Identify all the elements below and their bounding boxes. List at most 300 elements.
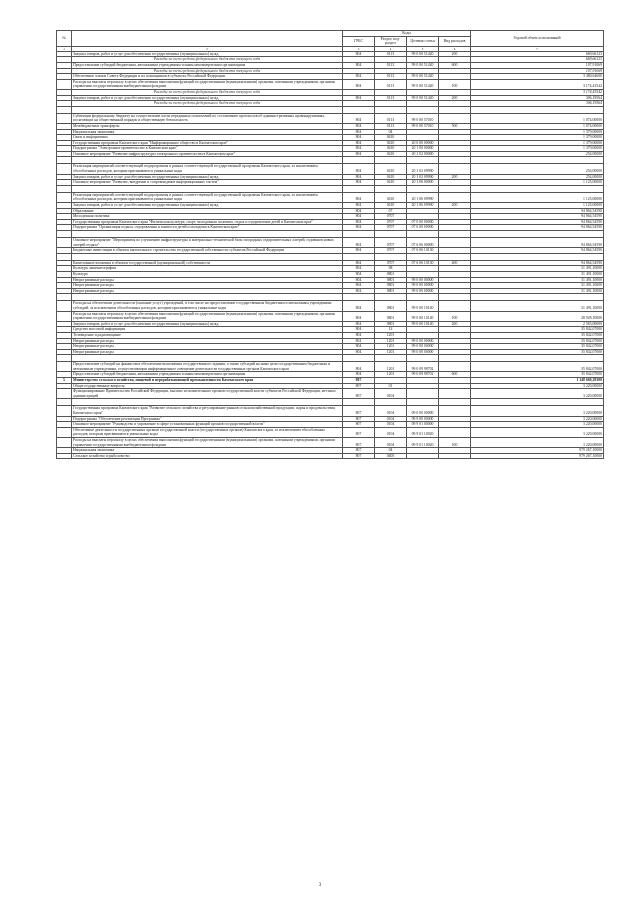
cell-sum: 3 220,00000 [471,416,604,422]
header-name [72,31,343,47]
cell-sum [471,157,604,164]
cell-grbs: 807 [343,389,375,399]
cell-sum: 94 864,54590 [471,260,604,266]
cell-rz: 0801 [375,288,407,294]
cell-grbs: 804 [343,79,375,89]
budget-sheet [56,30,604,459]
cell-rz: 0801 [375,311,407,321]
cell-grbs: 804 [343,113,375,123]
cell-vr [439,238,471,248]
cell-num [57,253,72,260]
cell-vr: 600 [439,372,471,378]
cell-cs: 20 0 00 00000 [407,140,439,146]
cell-sum [471,253,604,260]
cell-grbs: 804 [343,260,375,266]
cell-name: Непрограммные расходы [72,344,343,350]
cell-cs: 20 1 02 09990 [407,174,439,180]
cell-name: Расходы на обеспечение деятельности (оказание услуг) учреждений, в том числе на предоставление государственным бюджетным и автономным учреждениям субсидий, за исключением обособленных расходов, которым присваиваются уникальные коды [72,301,343,311]
cell-vr [439,164,471,174]
cell-name: Закупка товаров, работ и услуг для обеспечения государственных (муниципальных) нужд [72,174,343,180]
cell-cs [407,157,439,164]
cell-vr: 100 [439,438,471,448]
table-row [57,192,604,202]
cell-cs: 99 0 00 00000 [407,344,439,350]
cell-name: Непрограммные расходы [72,277,343,283]
cell-sum: 254,00000 [471,164,604,174]
cell-name: Субвенции федеральному бюджету на осуществление части переданных полномочий по составлению протоколов об административных правонарушениях, посягающих на общественный порядок и общественную безопасность [72,113,343,123]
cell-vr: 500 [439,123,471,129]
cell-sum: 107,91069 [471,68,604,74]
table-row [57,311,604,321]
cell-sum: 31 491,10000 [471,271,604,277]
cell-grbs: 804 [343,225,375,231]
cell-vr [439,362,471,372]
cell-cs: 99 0 00 51420 [407,62,439,68]
cell-sum: 94 864,54590 [471,225,604,231]
cell-rz: 08 [375,266,407,272]
cell-vr: 200 [439,203,471,209]
cell-rz: 0113 [375,62,407,68]
cell-cs: 99 0 00 51420 [407,74,439,80]
cell-sum: 1 379,00000 [471,140,604,146]
cell-rz: 0707 [375,238,407,248]
cell-num [57,399,72,406]
cell-grbs [343,157,375,164]
table-row [57,438,604,448]
cell-name [72,294,343,301]
cell-name: Функционирование Правительства Российской Федерации, высших исполнительных органов государственной власти субъектов Российской Федерации, местных администраций [72,389,343,399]
header-vr: Вид расходов [439,36,471,46]
cell-grbs: 804 [343,140,375,146]
cell-sum: 1 074,00000 [471,113,604,123]
cell-grbs: 804 [343,288,375,294]
cell-grbs: 807 [343,448,375,454]
cell-name: Реализация мероприятий соответствующей подпрограммы в рамках соответствующей государственной программы Камчатского края, за исключением обособленных расходов, которым присваиваются уникальные коды [72,192,343,202]
cell-name: Закупка товаров, работ и услуг для обеспечения государственных (муниципальных) нужд [72,203,343,209]
cell-cs [407,399,439,406]
cell-rz [375,399,407,406]
cell-name: Образование [72,208,343,214]
cell-num [57,406,72,416]
cell-num [57,231,72,238]
cell-sum: 2 563,00000 [471,321,604,327]
cell-name: Национальная экономика [72,448,343,454]
cell-cs: 07 6 06 10130 [407,260,439,266]
cell-name: Национальная экономика [72,129,343,135]
table-row [57,453,604,459]
cell-cs: 99 0 00 57010 [407,113,439,123]
cell-grbs: 804 [343,151,375,157]
cell-name: Подпрограмма "Электронное правительство в Камчатском крае" [72,146,343,152]
cell-sum: 306,19564 [471,95,604,101]
cell-rz: 0707 [375,248,407,254]
cell-sum: 31 491,10000 [471,266,604,272]
cell-name: Расходы за счет средств федерального бюджета текущего года [72,68,343,74]
cell-rz: 0410 [375,174,407,180]
cell-rz: 0410 [375,203,407,209]
cell-name: Предоставление субсидий бюджетным, автономным учреждениям и иным некоммерческим организациям [72,62,343,68]
cell-name: Основное мероприятие "Развитие инфраструктуры электронного правительства в Камчатском крае" [72,151,343,157]
header-idx: 1 [57,46,72,51]
cell-rz [375,355,407,362]
cell-grbs [343,294,375,301]
header-row-codes [57,31,604,37]
cell-name: Связь и информатика [72,135,343,141]
cell-grbs: 807 [343,453,375,459]
cell-sum: 94 864,54590 [471,238,604,248]
cell-grbs: 804 [343,338,375,344]
cell-grbs: 804 [343,283,375,289]
cell-sum: 1 148 669,28300 [471,378,604,384]
cell-num [57,113,72,123]
cell-sum: 3 220,00000 [471,438,604,448]
cell-name: Министерство сельского хозяйства, пищевой и перерабатывающей промышленности Камчатского края [72,378,343,384]
cell-name: Подпрограмма "Организация отдыха, оздоровления и занятости детей и молодежи в Камчатском крае" [72,225,343,231]
cell-name: Обеспечение деятельности государственных органов государственной власти (государственных органов) Камчатского края, за исключением обособленных расходов, которым присваиваются уникальные коды [72,427,343,437]
cell-cs: 09 9 01 10020 [407,427,439,437]
cell-rz: 0707 [375,214,407,220]
cell-num [57,79,72,89]
cell-rz: 1201 [375,362,407,372]
cell-sum: 1 074,00000 [471,123,604,129]
cell-name [72,253,343,260]
cell-grbs: 804 [343,327,375,333]
cell-num [57,438,72,448]
cell-rz [375,157,407,164]
cell-sum: 1 379,00000 [471,146,604,152]
header-idx: 7 [471,46,604,51]
cell-grbs: 804 [343,362,375,372]
cell-sum: 94 864,54590 [471,248,604,254]
cell-grbs: 804 [343,164,375,174]
cell-rz: 0410 [375,180,407,186]
cell-grbs [343,399,375,406]
cell-name: Расходы за счет средств федерального бюджета текущего года [72,101,343,107]
header-idx: 4 [375,46,407,51]
cell-sum: 31 491,10000 [471,288,604,294]
cell-num [57,301,72,311]
cell-rz: 0801 [375,277,407,283]
cell-sum [471,106,604,113]
cell-num [57,185,72,192]
cell-vr [439,453,471,459]
cell-num [57,294,72,301]
table-row [57,113,604,123]
cell-cs: 20 1 02 09990 [407,164,439,174]
cell-cs: 99 0 00 00000 [407,349,439,355]
cell-cs [407,453,439,459]
cell-sum: 3 480,64600 [471,74,604,80]
cell-cs [407,231,439,238]
header-num: № [57,31,72,47]
cell-name: Капитальные вложения в объекты государственной (муниципальной) собственности [72,260,343,266]
cell-sum: 1 379,00000 [471,129,604,135]
cell-cs: 07 6 00 00000 [407,225,439,231]
header-idx: 5 [407,46,439,51]
cell-sum: 254,00000 [471,151,604,157]
cell-grbs: 804 [343,146,375,152]
cell-name: Средства массовой информации [72,327,343,333]
cell-sum: 1 125,00000 [471,203,604,209]
cell-vr: 200 [439,321,471,327]
cell-name: Сельское хозяйство и рыболовство [72,453,343,459]
header-idx: 2 [72,46,343,51]
cell-name: Основное мероприятие "Развитие, внедрение и сопровождение информационных систем" [72,180,343,186]
cell-cs: 20 1 06 00000 [407,180,439,186]
cell-cs [407,355,439,362]
cell-grbs: 807 [343,406,375,416]
cell-rz [375,231,407,238]
cell-name: Культура, кинематография [72,266,343,272]
cell-grbs: 804 [343,219,375,225]
cell-num [57,453,72,459]
cell-rz: 0801 [375,321,407,327]
cell-sum: 31 491,10000 [471,283,604,289]
header-idx: 3 [343,46,375,51]
cell-cs: 99 0 00 51420 [407,95,439,101]
cell-sum: 3 220,00000 [471,389,604,399]
cell-name: Основное мероприятие "Руководство и управление в сфере установленных функций органов государственной власти" [72,422,343,428]
cell-grbs: 804 [343,277,375,283]
cell-sum [471,185,604,192]
cell-rz: 01 [375,383,407,389]
cell-vr [439,253,471,260]
cell-vr [439,231,471,238]
table-row [57,231,604,238]
cell-vr [439,389,471,399]
cell-sum: 107,91069 [471,62,604,68]
cell-vr [439,427,471,437]
cell-sum: 35 842,07000 [471,372,604,378]
cell-name: Предоставление субсидий на финансовое обеспечение выполнения государственного задания, а также субсидий на иные цели государственным бюджетным и автономным учреждениям, осуществляющим информационное освещение деятельности государственных органов Камчатского края [72,362,343,372]
cell-num [57,362,72,372]
cell-vr: 400 [439,260,471,266]
cell-name: Реализация мероприятий соответствующей подпрограммы в рамках соответствующей государственной программы Камчатского края, за исключением обособленных расходов, которым присваиваются уникальные коды [72,164,343,174]
cell-name [72,399,343,406]
cell-cs: 07 0 00 00000 [407,219,439,225]
cell-cs: 99 0 09 98702 [407,372,439,378]
table-row [57,157,604,164]
cell-sum: 669,66123 [471,51,604,57]
cell-grbs: 804 [343,271,375,277]
cell-sum: 28 928,10000 [471,311,604,321]
cell-rz: 0410 [375,135,407,141]
cell-cs: 09 9 01 10020 [407,438,439,448]
cell-name: Непрограммные расходы [72,338,343,344]
cell-rz: 0410 [375,146,407,152]
cell-name: Закупка товаров, работ и услуг для обеспечения государственных (муниципальных) нужд [72,95,343,101]
cell-sum: 3 220,00000 [471,383,604,389]
cell-num [57,106,72,113]
cell-rz: 1201 [375,344,407,350]
cell-cs [407,106,439,113]
cell-sum: 1 125,00000 [471,180,604,186]
cell-name: Общегосударственные вопросы [72,383,343,389]
header-codes: Коды [343,31,471,37]
cell-num: 5 [57,378,72,384]
table-row [57,253,604,260]
cell-num [57,157,72,164]
cell-sum: 94 864,54590 [471,214,604,220]
cell-cs [407,185,439,192]
cell-name: Расходы на выплаты персоналу в целях обеспечения выполнения функций государственными (муниципальными) органами, казенными учреждениями, органами управления государственными внебюджетными фондами [72,311,343,321]
cell-sum: 3 174,43542 [471,89,604,95]
cell-name [72,106,343,113]
cell-grbs: 804 [343,135,375,141]
cell-rz: 0113 [375,95,407,101]
cell-sum [471,294,604,301]
header-cs: Целевая статья [407,36,439,46]
cell-rz: 0707 [375,219,407,225]
cell-vr [439,192,471,202]
cell-rz: 12 [375,327,407,333]
cell-grbs: 804 [343,129,375,135]
cell-cs: 09 9 01 00000 [407,422,439,428]
cell-cs: 99 0 00 00000 [407,277,439,283]
cell-name: Бюджетные инвестиции в объекты капитального строительства государственной собственности субъектов Российской Федерации [72,248,343,254]
cell-grbs: 804 [343,301,375,311]
cell-vr: 200 [439,51,471,57]
cell-cs: 99 0 00 10140 [407,321,439,327]
cell-grbs: 804 [343,123,375,129]
cell-grbs: 804 [343,344,375,350]
cell-cs: 99 0 00 00000 [407,288,439,294]
cell-rz: 0104 [375,389,407,399]
cell-name: Расходы за счет средств федерального бюджета текущего года [72,89,343,95]
cell-grbs: 807 [343,438,375,448]
cell-vr [439,113,471,123]
cell-rz: 0104 [375,416,407,422]
cell-name [72,157,343,164]
cell-sum [471,355,604,362]
cell-grbs: 807 [343,427,375,437]
cell-sum: 31 491,10000 [471,277,604,283]
cell-rz [375,106,407,113]
cell-grbs: 804 [343,214,375,220]
cell-sum: 31 491,10000 [471,301,604,311]
cell-sum: 35 842,07000 [471,362,604,372]
cell-num [57,164,72,174]
cell-grbs: 804 [343,74,375,80]
header-rz: Раздел, под-раздел [375,36,407,46]
cell-grbs: 804 [343,311,375,321]
cell-cs: 20 1 06 09990 [407,192,439,202]
cell-sum: 3 220,00000 [471,406,604,416]
cell-rz: 0410 [375,140,407,146]
cell-name: Основное мероприятие "Мероприятия по улучшению инфраструктуры и материально-технической базы загородных оздоровительных лагерей, годовиков новых лагерей отдыха" [72,238,343,248]
cell-grbs: 804 [343,266,375,272]
cell-grbs: 804 [343,203,375,209]
cell-name: Непрограммные расходы [72,283,343,289]
cell-rz [375,253,407,260]
cell-rz: 1201 [375,332,407,338]
cell-num [57,389,72,399]
table-row [57,301,604,311]
cell-rz: 0405 [375,453,407,459]
cell-name: Культура [72,271,343,277]
cell-grbs [343,231,375,238]
cell-grbs: 804 [343,349,375,355]
cell-grbs [343,253,375,260]
table-row [57,389,604,399]
cell-rz: 04 [375,448,407,454]
cell-cs: 99 0 00 51420 [407,51,439,57]
cell-name: Молодежная политика [72,214,343,220]
cell-rz: 0113 [375,74,407,80]
cell-rz: 0410 [375,192,407,202]
cell-vr [439,399,471,406]
table-body [57,51,604,459]
cell-name: Межбюджетные трансферты [72,123,343,129]
cell-sum: 3 220,00000 [471,427,604,437]
cell-name: Расходы на выплаты персоналу в целях обеспечения выполнения функций государственными (муниципальными) органами, казенными учреждениями, органами управления государственными внебюджетными фондами [72,438,343,448]
cell-cs: 99 0 00 51420 [407,79,439,89]
cell-rz [375,294,407,301]
cell-rz: 0410 [375,151,407,157]
cell-grbs: 807 [343,422,375,428]
cell-cs: 09 0 00 00000 [407,406,439,416]
cell-vr [439,106,471,113]
cell-sum: 669,66123 [471,57,604,63]
cell-name: Телевидение и радиовещание [72,332,343,338]
cell-grbs: 804 [343,51,375,57]
cell-sum: 1 379,00000 [471,135,604,141]
table-row [57,185,604,192]
page-number: 3 [318,883,322,888]
header-sum: Годовой объем ассигнований [471,31,604,47]
table-row [57,427,604,437]
header-idx: 6 [439,46,471,51]
cell-grbs [343,185,375,192]
cell-sum: 35 842,07000 [471,344,604,350]
cell-name: Непрограммные расходы [72,349,343,355]
cell-sum: 1 125,00000 [471,192,604,202]
cell-cs [407,294,439,301]
cell-sum: 94 864,54590 [471,208,604,214]
cell-name: Расходы на выплаты персоналу в целях обеспечения выполнения функций государственными (муниципальными) органами, казенными учреждениями, органами управления государственными внебюджетными фондами [72,79,343,89]
cell-rz: 0104 [375,438,407,448]
cell-vr [439,406,471,416]
cell-cs: 20 1 06 09990 [407,203,439,209]
cell-rz: 0104 [375,422,407,428]
table-row [57,294,604,301]
cell-grbs: 804 [343,208,375,214]
cell-cs: 99 0 00 10140 [407,311,439,321]
cell-cs: 07 6 06 00000 [407,238,439,248]
cell-name: Государственная программа Камчатского края "Информационное общество в Камчатском крае" [72,140,343,146]
table-row [57,399,604,406]
cell-sum [471,399,604,406]
cell-name [72,355,343,362]
cell-sum: 979 267,10000 [471,448,604,454]
cell-cs: 99 0 00 57010 [407,123,439,129]
cell-cs [407,389,439,399]
table-row [57,406,604,416]
cell-grbs: 804 [343,372,375,378]
cell-name: Предоставление субсидий бюджетным, автономным учреждениям и иным некоммерческим организациям [72,372,343,378]
cell-name: Подпрограмма "Обеспечение реализации Программы" [72,416,343,422]
cell-cs: 20 1 00 00000 [407,146,439,152]
cell-grbs: 804 [343,332,375,338]
cell-name: Закупка товаров, работ и услуг для обеспечения государственных (муниципальных) нужд [72,51,343,57]
cell-num [57,192,72,202]
cell-rz: 0113 [375,51,407,57]
cell-rz: 07 [375,208,407,214]
table-row [57,362,604,372]
table-row [57,106,604,113]
cell-name: Расходы за счет средств федерального бюджета текущего года [72,57,343,63]
cell-sum: 35 842,07000 [471,349,604,355]
